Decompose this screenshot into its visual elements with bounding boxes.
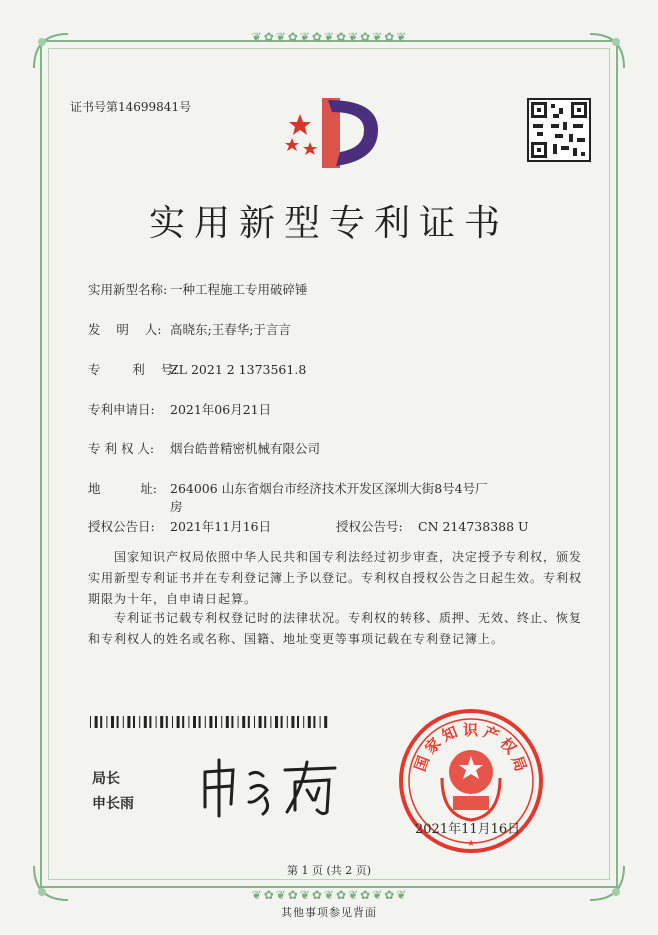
field-value: ZL 2021 2 1373561.8 — [170, 362, 307, 377]
field-label: 发 明 人: — [88, 322, 162, 337]
field-grant-number — [336, 519, 529, 535]
field-filing-date — [88, 402, 271, 418]
seal-character: 局 — [507, 753, 530, 775]
field-label: 专 利 权 人: — [88, 441, 155, 456]
corner-ornament-top-left — [30, 30, 72, 72]
field-address — [88, 481, 488, 497]
top-ornament: ❦✿❦✿❦✿❦✿❦✿❦✿❦ — [251, 30, 409, 44]
seal-character: 识 — [463, 721, 479, 739]
field-label: 专 利 号: — [88, 362, 178, 377]
field-grant-date — [88, 519, 271, 535]
certificate-number: 证书号第14699841号 — [70, 100, 192, 114]
field-patentee — [88, 441, 320, 457]
field-address-line2: 房 — [170, 499, 183, 514]
bottom-ornament: ❦✿❦✿❦✿❦✿❦✿❦✿❦ — [251, 888, 409, 902]
statement-paragraph-1: 国家知识产权局依照中华人民共和国专利法经过初步审查，决定授予专利权，颁发实用新型专利证书并在专利登记簿上予以登记。专利权自授权公告之日起生效。专利权期限为十年，自申请日起算。 — [88, 550, 583, 606]
field-label: 专利申请日: — [88, 402, 155, 417]
corner-ornament-top-right — [586, 30, 628, 72]
field-label: 授权公告日: — [88, 519, 155, 534]
cnipa-logo-icon — [280, 92, 384, 174]
director-title: 局长 — [92, 771, 120, 787]
field-label: 授权公告号: — [336, 519, 403, 534]
field-label: 地 址: — [88, 481, 157, 496]
field-label: 实用新型名称: — [88, 282, 168, 297]
qr-code-icon — [527, 98, 591, 162]
director-name: 申长雨 — [92, 796, 134, 812]
seal-character: 产 — [480, 722, 502, 746]
field-inventor — [88, 322, 291, 338]
field-value: 高晓东;王春华;于言言 — [170, 322, 291, 337]
seal-character: 国 — [411, 753, 434, 775]
signature-icon — [195, 752, 345, 822]
seal-date: 2021年11月16日 — [415, 822, 521, 837]
field-value: CN 214738388 U — [418, 519, 529, 534]
field-utility-model-name — [88, 282, 308, 298]
field-patent-number — [88, 362, 306, 378]
seal-character: 权 — [496, 734, 520, 758]
field-value: 2021年11月16日 — [170, 519, 272, 534]
barcode-icon — [90, 716, 330, 728]
field-value: 2021年06月21日 — [170, 402, 272, 417]
footer-note: 其他事项参见背面 — [281, 906, 377, 919]
field-value: 264006 山东省烟台市经济技术开发区深圳大街8号4号厂 — [170, 481, 488, 496]
seal-character: 家 — [421, 734, 445, 758]
field-value: 烟台皓普精密机械有限公司 — [170, 441, 321, 456]
statement-paragraph-2: 专利证书记载专利权登记时的法律状况。专利权的转移、质押、无效、终止、恢复和专利权人的姓名或名称、国籍、地址变更等事项记载在专利登记簿上。 — [88, 611, 583, 646]
field-value: 一种工程施工专用破碎锤 — [170, 282, 308, 297]
page-title: 实用新型专利证书 — [148, 203, 509, 244]
seal-character: 知 — [439, 722, 461, 746]
svg-text:★: ★ — [466, 839, 476, 849]
page-number: 第 1 页 (共 2 页) — [286, 864, 372, 877]
